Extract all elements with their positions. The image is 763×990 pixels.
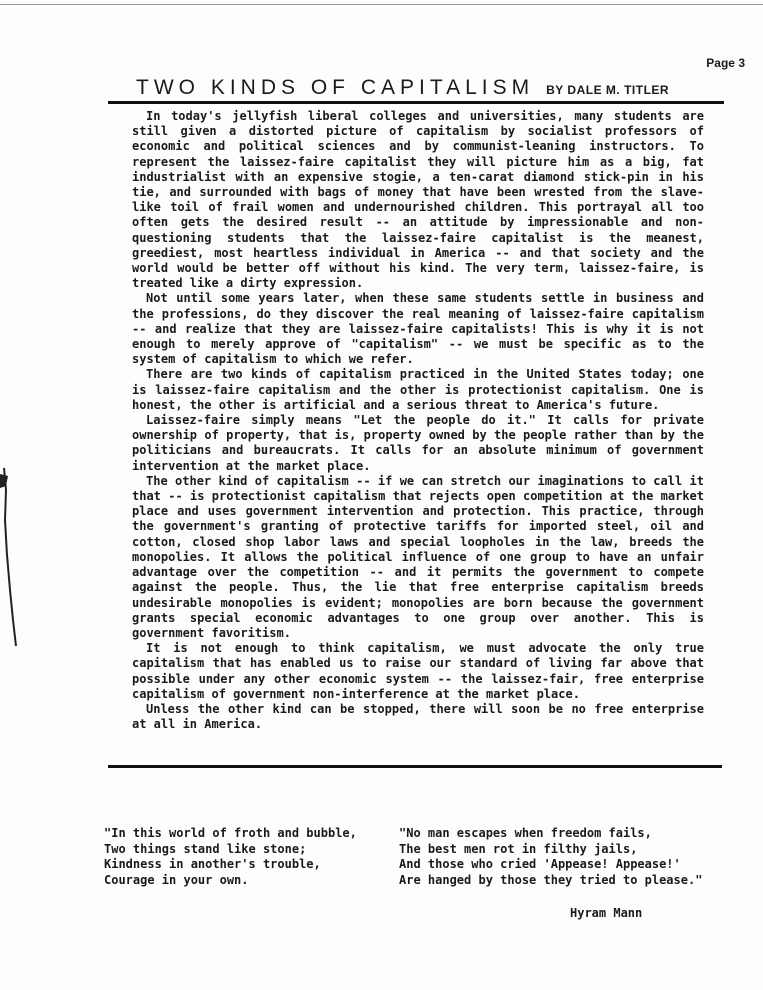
- section-divider: [108, 765, 722, 768]
- poem-right-author: Hyram Mann: [570, 906, 643, 920]
- paragraph-1: In today's jellyfish liberal colleges and universities, many students are still given a distorted picture of capitalism by socialist professors of economic and political sciences and by communist-leaning instructors. To represent the laissez-faire capitalist they will picture him as a big, fat industrialist with an expensive stogie, a ten-carat diamond stick-pin in his tie, and surrounded with bags of money that have been wrested from the slave-like toil of frail women and undernourished children. This portrayal all too often gets the desired result -- an attitude by impressionable and non-questioning students that the laissez-faire capitalist is the meanest, greediest, most heartless individual in America -- and that society and the world would be better off without his kind. The very term, laissez-faire, is treated like a dirty expression.: [132, 109, 704, 291]
- header: [136, 76, 726, 100]
- poem-left-line-3: Kindness in another's trouble,: [104, 857, 321, 871]
- paragraph-4: Laissez-faire simply means "Let the people do it." It calls for private ownership of property, that is, property owned by the people rather than by the politicians and bureaucrats. It calls for an absolute minimum of government intervention at the market place.: [132, 413, 704, 473]
- article-title: TWO KINDS OF CAPITALISM: [136, 76, 535, 99]
- poem-left-line-4: Courage in your own.: [104, 872, 249, 887]
- page-number: Page 3: [706, 56, 745, 70]
- title-underline: [108, 101, 724, 104]
- top-border-line: [0, 4, 763, 5]
- poem-left: [104, 826, 357, 888]
- poem-right-line-2: The best men rot in filthy jails,: [399, 841, 638, 856]
- poem-right-line-4: Are hanged by those they tried to please.": [399, 872, 703, 887]
- article-byline: BY DALE M. TITLER: [546, 83, 670, 97]
- poem-left-line-1: "In this world of froth and bubble,: [104, 826, 357, 840]
- poem-right-line-1: "No man escapes when freedom fails,: [399, 826, 652, 840]
- article-body: [132, 109, 704, 732]
- paragraph-2: Not until some years later, when these same students settle in business and the professions, do they discover the real meaning of laissez-faire capitalism -- and realize that they are laissez-faire capitalists! This is why it is not enough to merely approve of "capitalism" -- we must be specific as to the system of capitalism to which we refer.: [132, 291, 704, 367]
- poem-right-line-3: And those who cried 'Appease! Appease!': [399, 857, 681, 871]
- paragraph-5: The other kind of capitalism -- if we can stretch our imaginations to call it that -- is protectionist capitalism that rejects open competition at the market place and uses government intervention and protection. This practice, through the government's granting of protective tariffs for imported steel, oil and cotton, closed shop labor laws and special loopholes in the law, breeds the monopolies. It allows the political influence of one group to have an unfair advantage over the competition -- and it permits the government to compete against the people. Thus, the lie that free enterprise capitalism breeds undesirable monopolies is evident; monopolies are born because the government grants special economic advantages to one group over another. This is government favoritism.: [132, 473, 704, 640]
- scan-margin-artifact: [0, 460, 24, 650]
- poem-right: [399, 826, 702, 888]
- paragraph-6: It is not enough to think capitalism, we must advocate the only true capitalism that has enabled us to raise our standard of living far above that possible under any other economic system -- the laissez-fair, free enterprise capitalism of government non-interference at the market place.: [132, 641, 704, 701]
- paragraph-3: There are two kinds of capitalism practiced in the United States today; one is laissez-faire capitalism and the other is protectionist capitalism. One is honest, the other is artificial and a serious threat to America's future.: [132, 367, 704, 412]
- poem-left-line-2: Two things stand like stone;: [104, 841, 307, 856]
- paragraph-7: Unless the other kind can be stopped, there will soon be no free enterprise at all in America.: [132, 701, 704, 732]
